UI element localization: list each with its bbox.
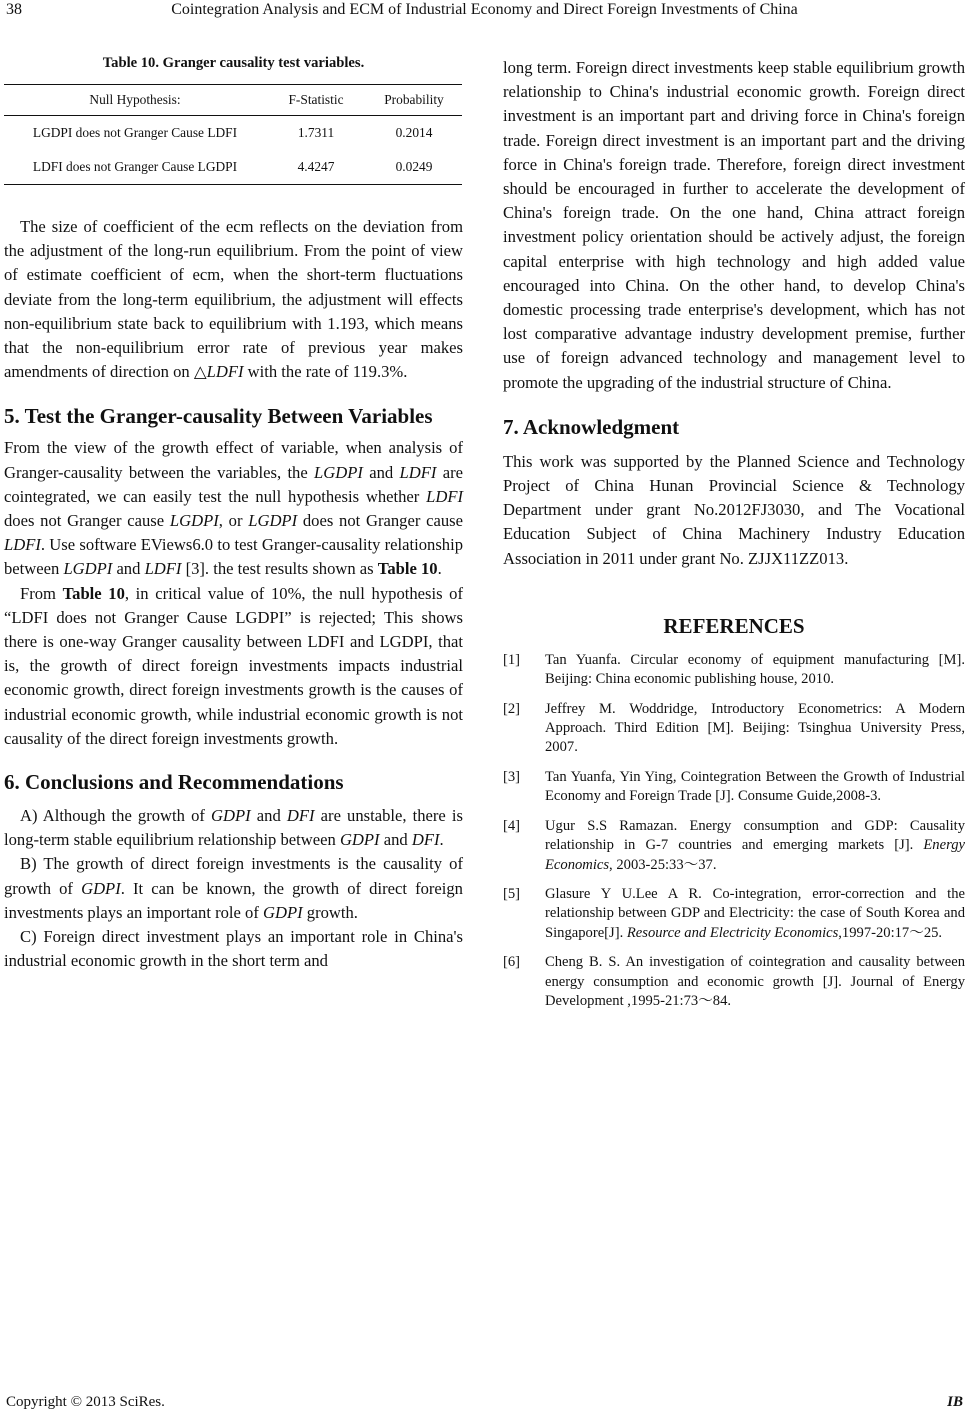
reference-item: [2] Jeffrey M. Woddridge, Introductory Econometrics: A Modern Approach. Third Edition [M]. Beijing: Tsinghua University Press, 2007. <box>503 700 965 756</box>
paragraph-conclusion-b: B) The growth of direct foreign investments is the causality of growth of GDPI. It can be known, the growth of direct foreign investments plays an important role of GDPI growth. <box>4 854 463 922</box>
left-column <box>4 54 463 973</box>
reference-item: [6] Cheng B. S. An investigation of cointegration and causality between energy consumption and economic growth [J]. Journal of Energy Development ,1995-21:73～84. <box>503 954 965 1009</box>
paragraph-continued: long term. Foreign direct investments keep stable equilibrium growth relationship to China's industrial economic growth. Foreign direct investment is an important part and driving force in China's foreign trade. Foreign direct investment is an important part and the driving force in China's foreign trade. Therefore, foreign direct investment should be encouraged in further to accelerate the development of China's foreign trade. On the one hand, China attract foreign investment policy orientation should be actively adjust, the foreign capital enterprise with high technology and high added value encouraged into China. On the other hand, to develop China's domestic processing trade enterprise's development, which has not lost comparative advantage industry development premise, further use of foreign advanced technology and management level to promote the upgrading of the industrial structure of China. <box>503 58 965 392</box>
granger-table <box>4 84 462 185</box>
reference-item: [4] Ugur S.S Ramazan. Energy consumption and GDP: Causality relationship in G-7 countries and emerging markets [J]. Energy Economics, 2003-25:33～37. <box>503 817 965 873</box>
table-cell: LDFI does not Granger Cause LGDPI <box>32 159 238 174</box>
section-5-heading: 5. Test the Granger-causality Between Variables <box>4 404 433 429</box>
table-cell: 1.7311 <box>297 125 335 140</box>
table-row <box>4 150 462 185</box>
reference-item: [3] Tan Yuanfa, Yin Ying, Cointegration Between the Growth of Industrial Economy and Foreign Trade [J]. Consume Guide,2008-3. <box>503 768 965 805</box>
page-number: 38 <box>6 1 22 18</box>
paragraph-5a: From the view of the growth effect of variable, when analysis of Granger-causality between the variables, the LGDPI and LDFI are cointegrated, we can easily test the null hypothesis whether LDFI does not Granger cause LGDPI, or LGDPI does not Granger cause LDFI. Use software EViews6.0 to test Granger-causality relationship between LGDPI and LDFI [3]. the test results shown as Table 10. <box>4 438 463 579</box>
table-cell: 0.0249 <box>395 159 433 174</box>
table-cell: LGDPI does not Granger Cause LDFI <box>32 125 238 140</box>
paragraph-conclusion-a: A) Although the growth of GDPI and DFI are unstable, there is long-term stable equilibrium relationship between GDPI and DFI. <box>4 806 463 850</box>
paragraph-conclusion-c: C) Foreign direct investment plays an important role in China's industrial economic growth in the short term and <box>4 927 463 971</box>
running-title: Cointegration Analysis and ECM of Industrial Economy and Direct Foreign Investments of China <box>171 1 798 18</box>
table-header-row <box>4 85 462 116</box>
reference-list <box>503 651 965 1012</box>
paragraph-5b: From Table 10, in critical value of 10%, the null hypothesis of “LDFI does not Granger Cause LGDPI” is rejected; This shows there is one-way Granger causality between LDFI and LGDPI, that is, the growth of direct foreign investments impacts industrial economic growth, direct foreign investments growth is the causes of industrial economic growth, while industrial economic growth is not causality of the direct foreign investments growth. <box>4 583 463 748</box>
page-header <box>0 0 969 22</box>
table-cell: 4.4247 <box>297 159 335 174</box>
table-cell: 0.2014 <box>395 125 433 140</box>
col-header-hypothesis: Null Hypothesis: <box>89 92 181 107</box>
paragraph-acknowledgment: This work was supported by the Planned Science and Technology Project of China Hunan Provincial Science & Technology Department under grant No.2012FJ3030, and The Vocational Education Subject of China Machinery Industry Education Association in 2011 under grant No. ZJJX11ZZ013. <box>503 451 965 568</box>
reference-item: [1] Tan Yuanfa. Circular economy of equipment manufacturing [M]. Beijing: China economic publishing house, 2010. <box>503 651 965 688</box>
col-header-prob: Probability <box>384 92 444 107</box>
copyright-notice: Copyright © 2013 SciRes. <box>6 1394 165 1410</box>
table-row <box>4 116 462 151</box>
section-7-heading: 7. Acknowledgment <box>503 414 680 439</box>
section-6-heading: 6. Conclusions and Recommendations <box>4 770 344 795</box>
paragraph-ecm: The size of coefficient of the ecm reflects on the deviation from the adjustment of the long-run equilibrium. From the point of view of estimate coefficient of ecm, when the short-term fluctuations deviate from the long-term equilibrium, the adjustment will effects non-equilibrium state back to equilibrium with 1.193, which means that the non-equilibrium error rate of previous year makes amendments of direction on △LDFI with the rate of 119.3%. <box>4 217 463 382</box>
col-header-fstat: F-Statistic <box>288 92 344 107</box>
right-column <box>503 56 965 1021</box>
reference-item: [5] Glasure Y U.Lee A R. Co-integration, error-correction and the relationship between GDP and Electricity: the case of South Korea and Singapore[J]. Resource and Electricity Economics,1997-20:17～25. <box>503 885 965 941</box>
references-heading: REFERENCES <box>663 613 805 638</box>
table-caption: Table 10. Granger causality test variables. <box>102 55 365 71</box>
journal-abbrev: IB <box>947 1394 963 1410</box>
page-footer <box>0 1393 969 1413</box>
